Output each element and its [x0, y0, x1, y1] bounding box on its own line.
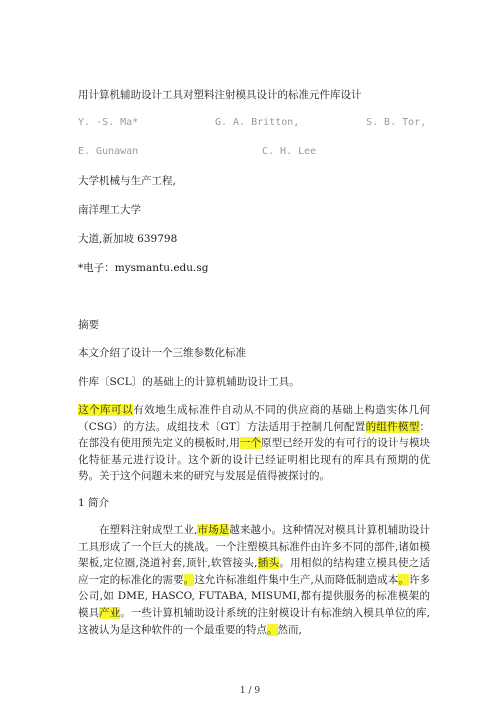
paragraph-text: 在塑料注射成型工业,	[99, 524, 198, 536]
abstract-heading: 摘要	[78, 319, 99, 331]
author-gunawan: E. Gunawan	[78, 146, 139, 157]
paragraph-text: 。一些计算机辅助设计系统的注射模设计有标准纳入模具单位的库,这被认为是这种软件的一个最重要的特点	[78, 606, 431, 636]
highlight: 插头	[257, 557, 280, 570]
highlight: 这个库可以	[78, 404, 134, 416]
highlight: 的组件模型	[365, 420, 420, 433]
affiliation-univ: 南洋理工大学	[78, 204, 141, 216]
section-heading: 1 简介	[78, 497, 110, 509]
highlight: 产业	[99, 606, 121, 619]
paragraph-text: ：在部没有使用预先定义的模板时,用	[78, 420, 430, 450]
abstract-line-2: 件库〔SCL〕的基础上的计算机辅助设计工具。	[78, 376, 300, 388]
author-britton: G. A. Britton,	[215, 117, 300, 128]
highlight: 。	[398, 573, 409, 586]
paragraph-text: 然而,	[277, 623, 302, 636]
highlight: 。	[183, 573, 195, 586]
author-lee: C. H. Lee	[262, 146, 317, 157]
paragraph-text: 这允许标准组件集中生产,从而降低制造成本	[194, 573, 399, 586]
paragraph-text: 越来越小。这种情况对模具计算机辅助设计工具形成了一个巨大的挑战。一个注塑模具标准件由许多不同的部件,诸如模架板,定位圈,浇道衬套,顶针,软管接头,	[78, 524, 431, 570]
author-tor: S. B. Tor,	[366, 117, 427, 128]
highlight: 一个	[239, 437, 262, 450]
highlight: 市场是	[197, 524, 230, 536]
author-ma: Y. -S. Ma*	[78, 117, 139, 128]
paragraph-text: 原型已经开发的有可行的设计与模块化特征基元进行设计。这个新的设计已经证明相比现有的库具有预期的优势。关于这个问题未来的研究与发展是值得被探讨的。	[78, 437, 431, 483]
paragraph-text: 。用相似的结构建立模具使之适应一定的标准化的需要	[78, 557, 430, 586]
abstract-paragraph	[78, 402, 430, 485]
paper-title: 用计算机辅助设计工具对塑料注射模具设计的标准元件库设计	[78, 89, 362, 101]
highlight: 。	[267, 623, 278, 636]
paragraph-text: 有效地生成标准件自动从不同的供应商的基础上构造实体几何（CSG）的方法。成组技术〔GT〕方法适用于控制几何配置	[78, 404, 431, 433]
author-email: *电子：mysmantu.edu.sg	[78, 262, 209, 274]
page-number: 1 / 9	[239, 686, 261, 696]
intro-paragraph	[78, 522, 430, 638]
affiliation-dept: 大学机械与生产工程,	[78, 175, 176, 187]
affiliation-addr: 大道,新加坡 639798	[78, 233, 178, 245]
abstract-line-1: 本文介绍了设计一个三维参数化标准	[78, 347, 246, 359]
paragraph-text: 许多公司,如 DME, HASCO, FUTABA, MISUMI,都有提供服务的标准模架的模具	[78, 573, 431, 619]
